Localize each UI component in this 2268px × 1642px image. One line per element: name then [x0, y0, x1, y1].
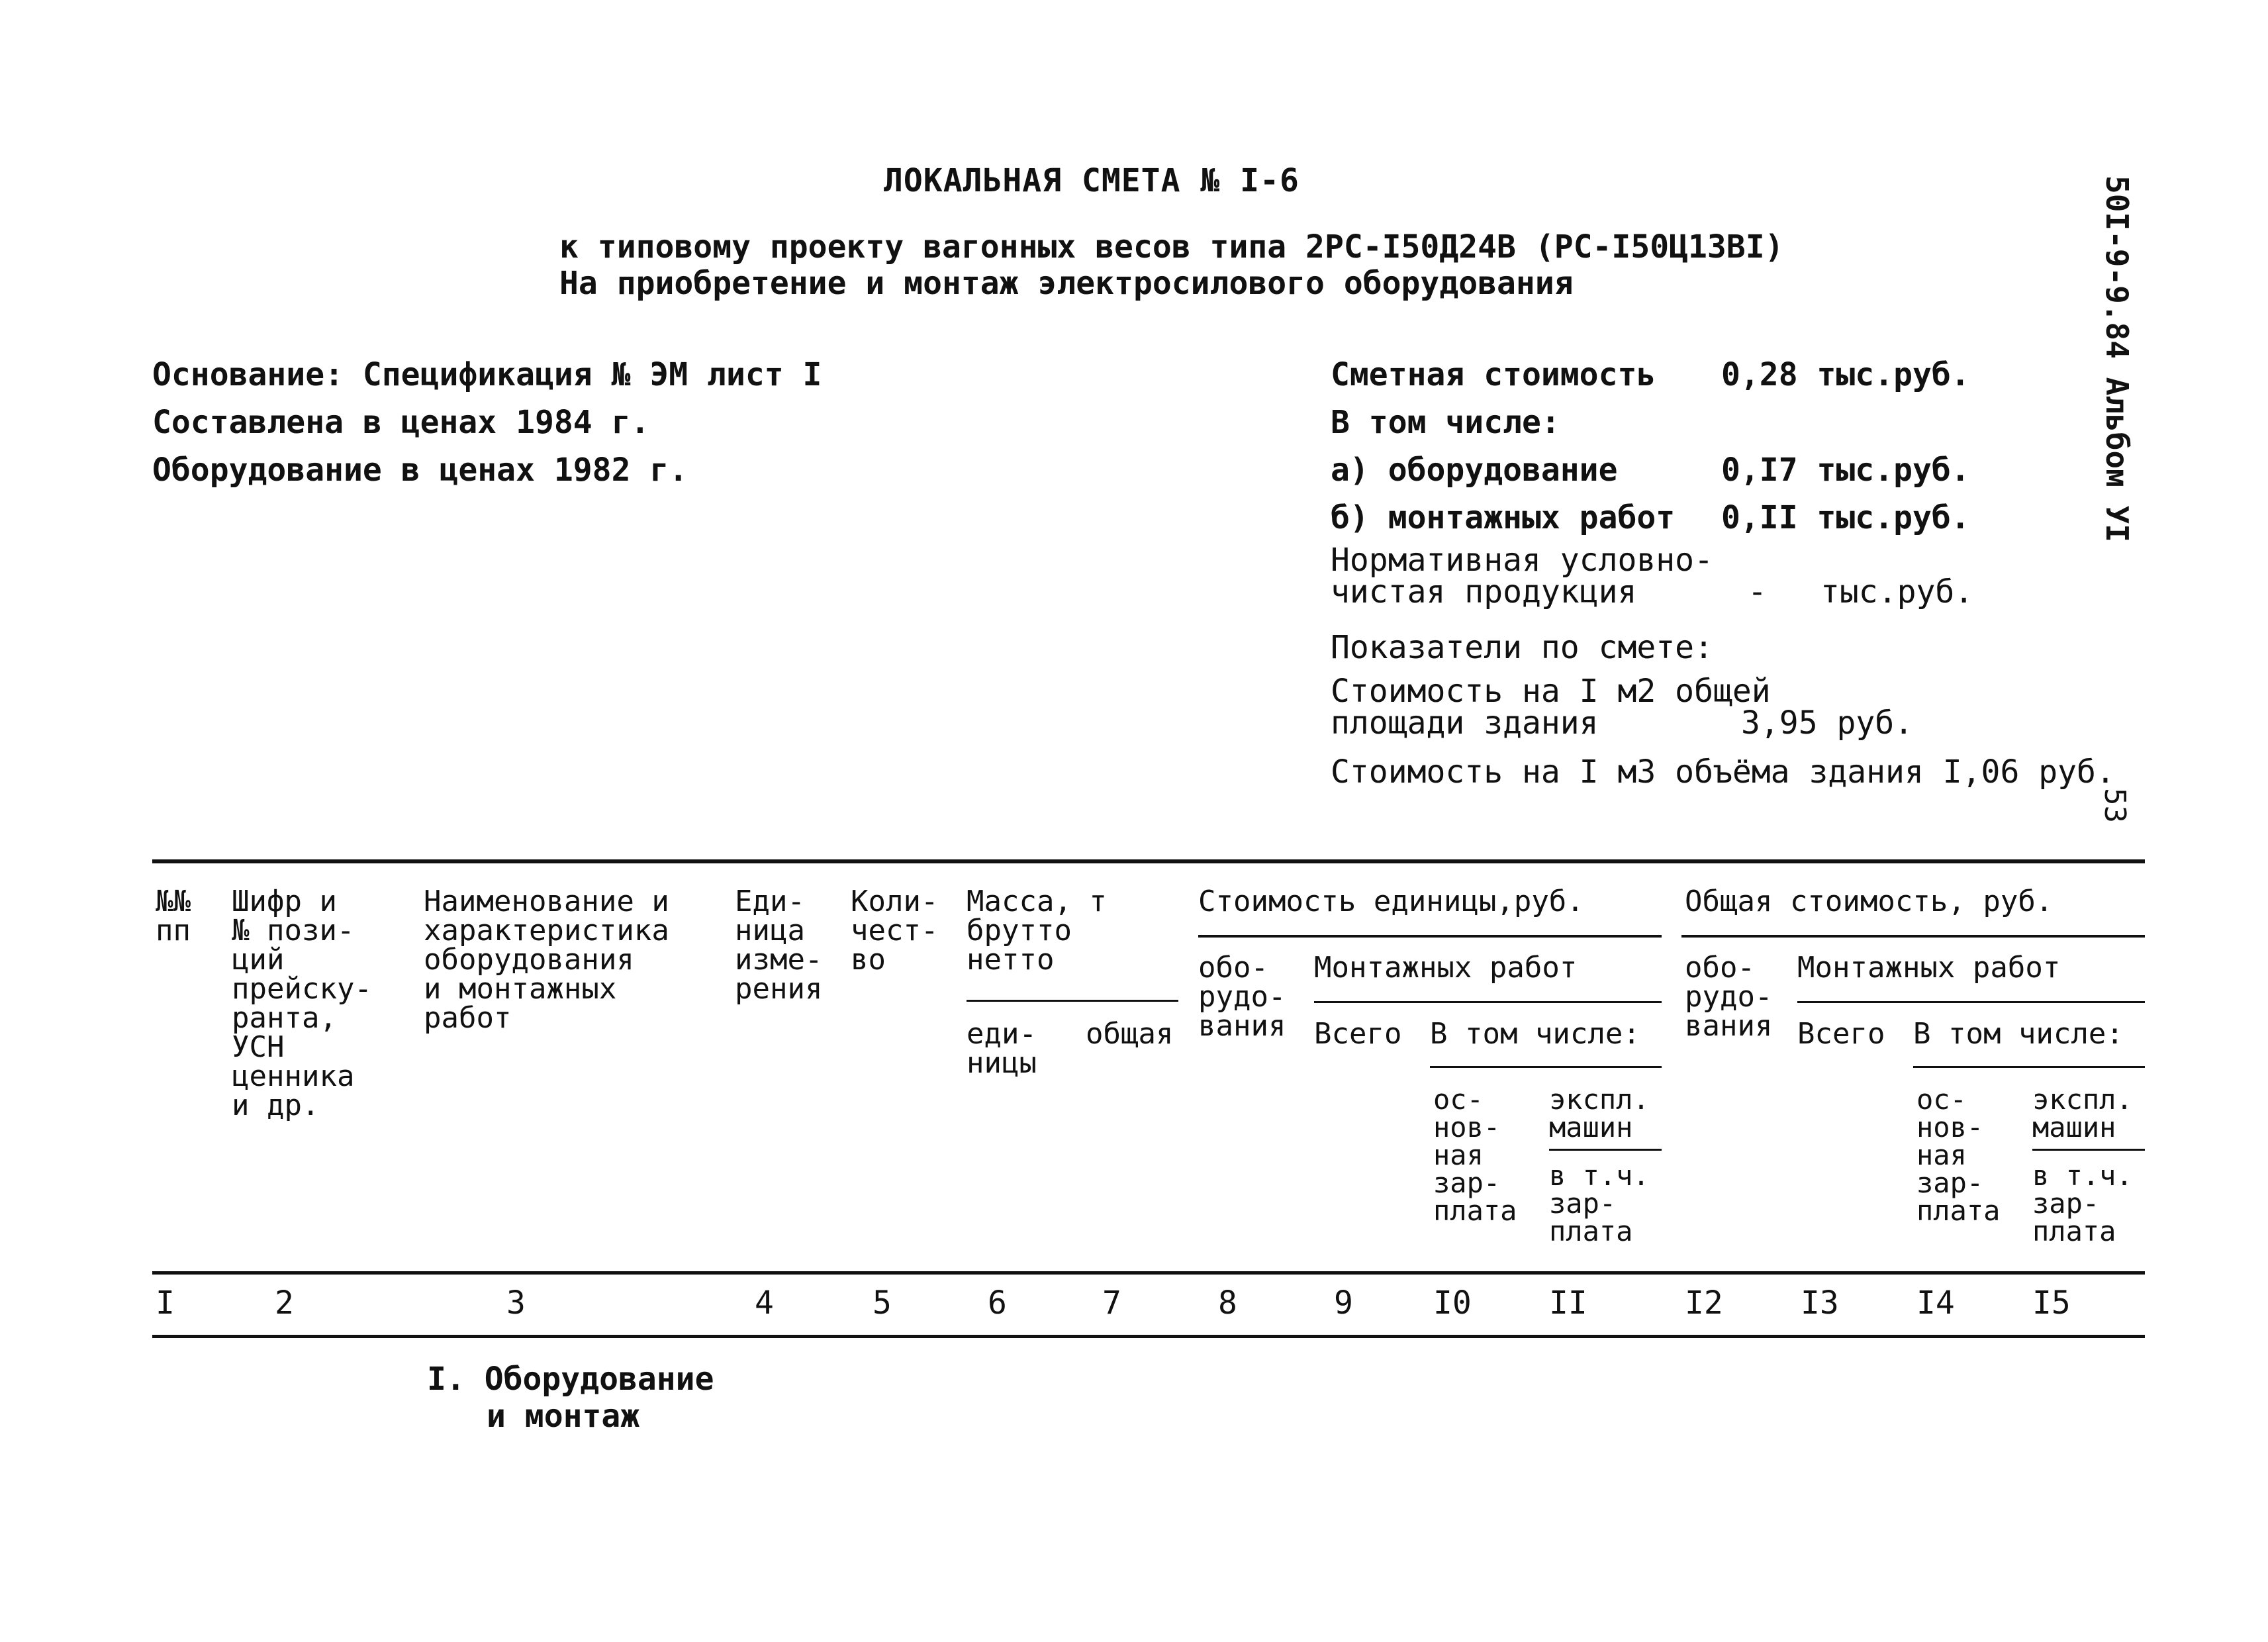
mass-unit-line: ницы: [967, 1046, 1037, 1080]
column-number: II: [1549, 1284, 1587, 1322]
norm-label-1: Нормативная условно-: [1331, 542, 1713, 579]
installation-value: 0,II тыс.руб.: [1721, 499, 1970, 536]
column-number: I: [156, 1284, 175, 1322]
including-label: В том числе:: [1331, 404, 1560, 441]
column-number: I4: [1916, 1284, 1955, 1322]
unit-equip-header: [1198, 953, 1286, 1041]
unit-basic-wage-line: нов-: [1433, 1111, 1501, 1143]
side-code-text: 50I-9-9.84 Альбом УI: [2099, 175, 2135, 542]
document-title: ЛОКАЛЬНАЯ СМЕТА № I-6: [884, 162, 1299, 199]
col2-line: УСН: [232, 1030, 285, 1064]
col2-line: ций: [232, 943, 285, 977]
col3-line: работ: [424, 1001, 512, 1035]
col4-line: ница: [735, 914, 805, 947]
unit-machines-line: экспл.: [1549, 1083, 1650, 1116]
mass-unit-line: еди-: [967, 1017, 1037, 1051]
column-number: 6: [988, 1284, 1007, 1322]
mass-line: брутто: [967, 914, 1072, 947]
mass-line: Масса, т: [967, 885, 1107, 918]
total-all-header: Всего: [1797, 1017, 1885, 1051]
column-number: 2: [275, 1284, 294, 1322]
total-basic-wage-line: зар-: [1916, 1167, 1984, 1199]
total-machines-underline: [2032, 1149, 2145, 1151]
installation-label: б) монтажных работ: [1331, 499, 1676, 536]
norm-dash: -: [1748, 573, 1767, 610]
col3-line: Наименование и: [424, 885, 669, 918]
unit-equip-line: рудо-: [1198, 980, 1286, 1014]
mass-unit-header: [967, 1017, 1037, 1080]
norm-label-2: чистая продукция: [1331, 573, 1637, 610]
basis-line3: Оборудование в ценах 1982 г.: [152, 452, 688, 489]
unit-install-header: Монтажных работ: [1314, 951, 1578, 985]
col2-line: ранта,: [232, 1001, 337, 1035]
total-equip-line: рудо-: [1685, 980, 1773, 1014]
col3-line: и монтажных: [424, 972, 617, 1006]
norm-unit: тыс.руб.: [1820, 573, 1974, 610]
side-code: [2099, 175, 2138, 586]
unit-basic-wage-line: плата: [1433, 1194, 1517, 1227]
col3-header: [424, 887, 669, 1033]
column-number: I3: [1801, 1284, 1839, 1322]
col4-header: [735, 887, 822, 1004]
unit-machines-wage-header: [1549, 1159, 1650, 1247]
total-machines-wage-line: плата: [2032, 1215, 2116, 1247]
column-number: 4: [755, 1284, 774, 1322]
numbers-bottom-rule: [152, 1335, 2145, 1338]
unit-machines-wage-line: плата: [1549, 1215, 1633, 1247]
total-cost-header: Общая стоимость, руб.: [1685, 885, 2054, 918]
column-number: I0: [1433, 1284, 1472, 1322]
column-number: 8: [1218, 1284, 1237, 1322]
column-number: I5: [2032, 1284, 2071, 1322]
total-install-header: Монтажных работ: [1797, 951, 2061, 985]
unit-cost-underline: [1198, 935, 1662, 938]
total-machines-wage-line: в т.ч.: [2032, 1159, 2133, 1192]
mass-line: нетто: [967, 943, 1055, 977]
basis-line1: Основание: Спецификация № ЭМ лист I: [152, 356, 822, 393]
area-value: 3,95 руб.: [1741, 704, 1914, 742]
col5-line: Коли-: [851, 885, 939, 918]
unit-equip-line: вания: [1198, 1009, 1286, 1043]
col2-line: Шифр и: [232, 885, 337, 918]
total-basic-wage-line: нов-: [1916, 1111, 1984, 1143]
unit-machines-wage-line: зар-: [1549, 1187, 1617, 1220]
unit-machines-underline: [1549, 1149, 1662, 1151]
unit-basic-wage-line: зар-: [1433, 1167, 1501, 1199]
document-subtitle-line2: На приобретение и монтаж электросилового оборудования: [559, 265, 1574, 302]
col1-line: №№: [156, 885, 191, 918]
total-basic-wage-line: ная: [1916, 1139, 1967, 1171]
section-heading-line2: и монтаж: [487, 1398, 640, 1435]
unit-basic-wage-line: ос-: [1433, 1083, 1484, 1116]
total-equip-line: обо-: [1685, 951, 1755, 985]
total-basic-wage-line: плата: [1916, 1194, 2001, 1227]
equipment-label: а) оборудование: [1331, 452, 1618, 489]
unit-incl-underline: [1430, 1066, 1662, 1068]
unit-machines-header: [1549, 1083, 1650, 1143]
total-machines-wage-line: зар-: [2032, 1187, 2100, 1220]
page-number-text: 53: [2098, 788, 2132, 823]
page-number: [2099, 788, 2138, 867]
column-number: I2: [1685, 1284, 1723, 1322]
volume-line: Стоимость на I м3 объёма здания I,06 руб.: [1331, 753, 2115, 791]
indicators-label: Показатели по смете:: [1331, 629, 1713, 666]
col2-header: [232, 887, 372, 1120]
total-cost-underline: [1681, 935, 2145, 938]
total-machines-line: машин: [2032, 1111, 2116, 1143]
col5-line: во: [851, 943, 886, 977]
unit-cost-header: Стоимость единицы,руб.: [1198, 885, 1584, 918]
total-incl-underline: [1913, 1066, 2145, 1068]
total-incl-header: В том числе:: [1913, 1017, 2124, 1051]
col2-line: № пози-: [232, 914, 355, 947]
column-number: 3: [506, 1284, 526, 1322]
column-number: 7: [1102, 1284, 1121, 1322]
total-equip-line: вания: [1685, 1009, 1773, 1043]
unit-incl-header: В том числе:: [1430, 1017, 1640, 1051]
column-number: 5: [873, 1284, 892, 1322]
col4-line: рения: [735, 972, 823, 1006]
total-machines-line: экспл.: [2032, 1083, 2133, 1116]
col3-line: оборудования: [424, 943, 634, 977]
column-number: 9: [1334, 1284, 1353, 1322]
mass-header: [967, 887, 1107, 975]
total-basic-wage-line: ос-: [1916, 1083, 1967, 1116]
col1-header: [156, 887, 191, 945]
total-equip-header: [1685, 953, 1772, 1041]
table-top-rule: [152, 859, 2145, 863]
area-label-2: площади здания: [1331, 704, 1599, 742]
col5-line: чест-: [851, 914, 939, 947]
col5-header: [851, 887, 938, 975]
col2-line: прейску-: [232, 972, 372, 1006]
col4-line: Еди-: [735, 885, 805, 918]
unit-install-underline: [1314, 1001, 1662, 1003]
total-machines-wage-header: [2032, 1159, 2133, 1247]
total-basic-wage-header: [1916, 1083, 2001, 1227]
document-subtitle-line1: к типовому проекту вагонных весов типа 2РС-I50Д24В (РС-I50Ц13ВI): [559, 228, 1784, 266]
unit-equip-line: обо-: [1198, 951, 1268, 985]
total-install-underline: [1797, 1001, 2145, 1003]
unit-basic-wage-line: ная: [1433, 1139, 1484, 1171]
unit-machines-wage-line: в т.ч.: [1549, 1159, 1650, 1192]
basis-line2: Составлена в ценах 1984 г.: [152, 404, 650, 441]
section-heading-line1: I. Оборудование: [427, 1361, 714, 1398]
area-label-1: Стоимость на I м2 общей: [1331, 673, 1771, 710]
estimate-value: 0,28 тыс.руб.: [1721, 356, 1970, 393]
header-bottom-rule: [152, 1271, 2145, 1275]
col3-line: характеристика: [424, 914, 669, 947]
total-machines-header: [2032, 1083, 2133, 1143]
estimate-label: Сметная стоимость: [1331, 356, 1656, 393]
mass-total-header: общая: [1086, 1017, 1174, 1051]
unit-all-header: Всего: [1314, 1017, 1402, 1051]
col4-line: изме-: [735, 943, 823, 977]
col1-line: пп: [156, 914, 191, 947]
unit-basic-wage-header: [1433, 1083, 1517, 1227]
col2-line: ценника: [232, 1059, 355, 1093]
equipment-value: 0,I7 тыс.руб.: [1721, 452, 1970, 489]
unit-machines-line: машин: [1549, 1111, 1633, 1143]
col2-line: и др.: [232, 1088, 320, 1122]
mass-underline: [967, 1000, 1178, 1002]
